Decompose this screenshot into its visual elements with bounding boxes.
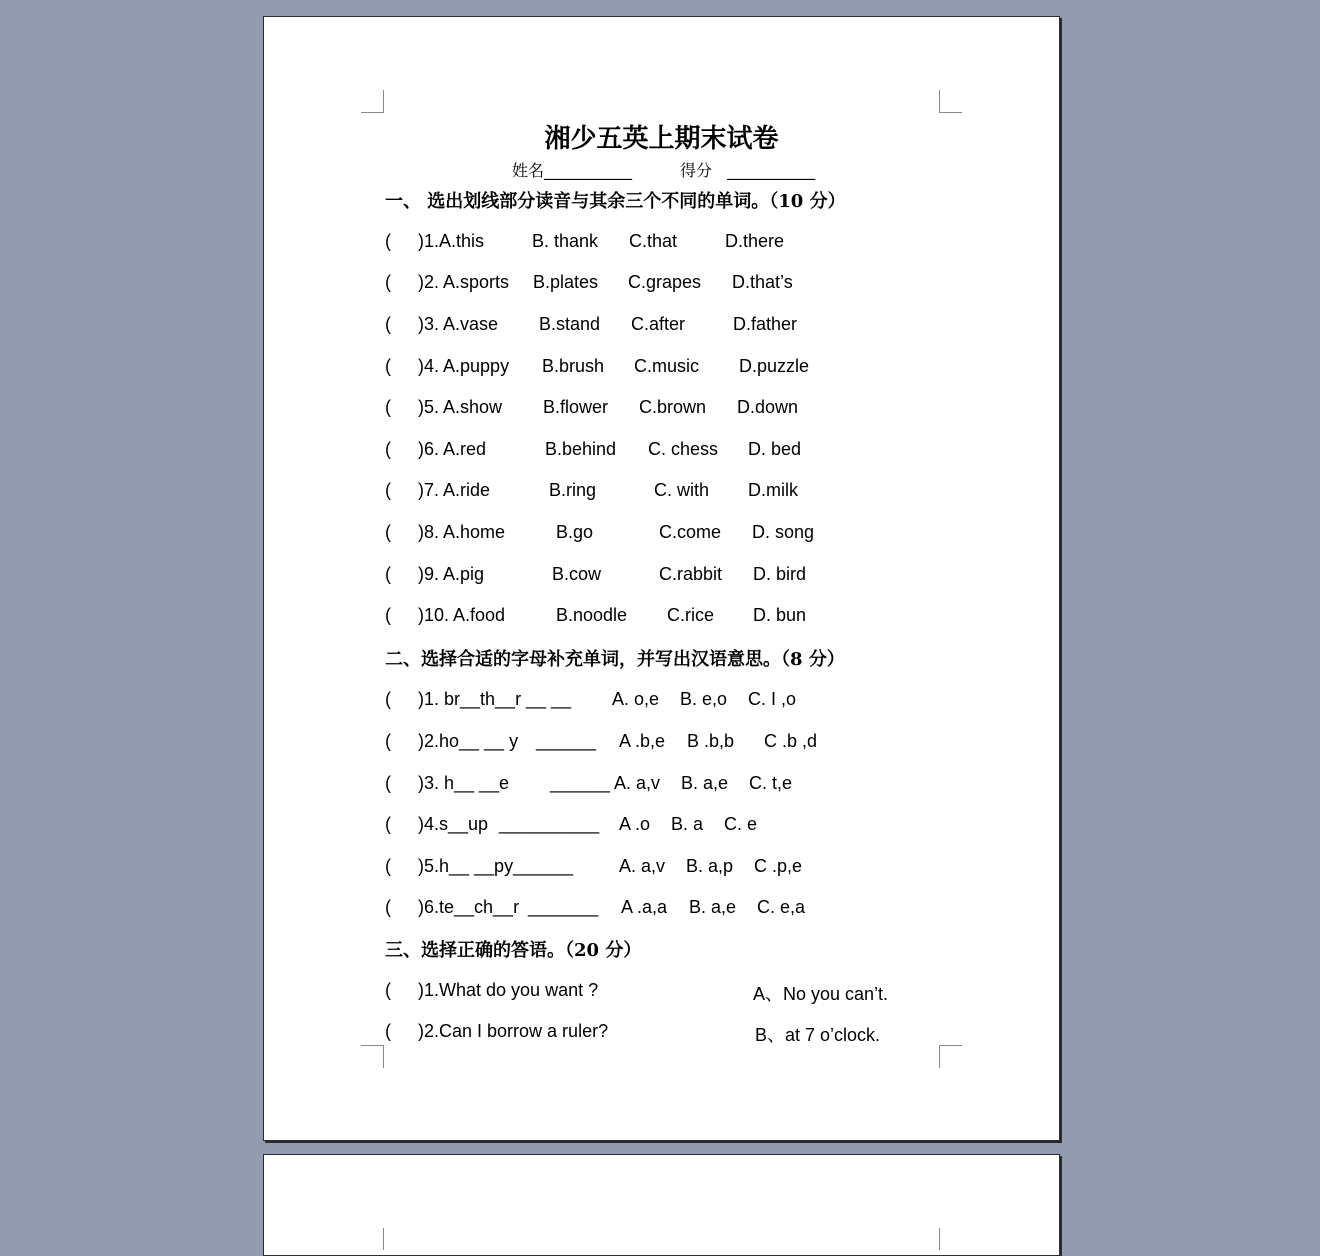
document-page-1 xyxy=(263,16,1060,1141)
question-row xyxy=(264,231,1059,255)
option-c: C.brown xyxy=(639,397,707,417)
answer-paren: ( xyxy=(385,314,391,334)
option-c: C.rice xyxy=(667,605,715,625)
answer-blank: __ __ xyxy=(526,689,572,709)
option-d: D. bird xyxy=(753,564,807,584)
margin-corner-top-right xyxy=(939,90,962,113)
option-d: D. song xyxy=(752,522,815,542)
score-blank: ___________ xyxy=(727,161,816,180)
question-text: )1.A.this xyxy=(418,231,485,251)
question-row xyxy=(264,814,1059,838)
option-b: B.ring xyxy=(549,480,597,500)
option-a: A. a,v xyxy=(614,773,661,793)
question-text: )4.s__up xyxy=(418,814,489,834)
question-row xyxy=(264,397,1059,421)
question-text: )7. A.ride xyxy=(418,480,491,500)
question-row xyxy=(264,856,1059,880)
margin-corner-top-right xyxy=(939,1228,962,1250)
question-text: )3. h__ __e xyxy=(418,773,510,793)
answer-blank: ______ xyxy=(536,731,597,751)
option-c: C.music xyxy=(634,356,700,376)
option-b: B.go xyxy=(556,522,594,542)
option-b: B .b,b xyxy=(687,731,735,751)
question-row xyxy=(264,564,1059,588)
option-d: D.father xyxy=(733,314,798,334)
answer-blank: _______ xyxy=(528,897,599,917)
question-text: )5.h__ __py______ xyxy=(418,856,574,876)
answer-blank: __________ xyxy=(499,814,600,834)
answer-paren: ( xyxy=(385,897,391,917)
question-text: )2.Can I borrow a ruler? xyxy=(418,1021,609,1041)
question-row xyxy=(264,980,1059,1004)
question-text: )2. A.sports xyxy=(418,272,510,292)
answer-option: A、No you can’t. xyxy=(753,984,889,1004)
section-2-heading: 二、选择合适的字母补充单词，并写出汉语意思。（8 分） xyxy=(385,649,845,670)
question-text: )6.te__ch__r xyxy=(418,897,520,917)
question-text: )8. A.home xyxy=(418,522,506,542)
option-b: B.flower xyxy=(543,397,609,417)
option-a: A .b,e xyxy=(619,731,666,751)
answer-paren: ( xyxy=(385,397,391,417)
option-b: B.plates xyxy=(533,272,599,292)
question-row xyxy=(264,1021,1059,1045)
score-label: 得分 xyxy=(680,161,713,180)
option-d: D.there xyxy=(725,231,785,251)
section-3-heading: 三、选择正确的答语。（20 分） xyxy=(385,940,642,961)
margin-corner-top-left xyxy=(361,1228,384,1250)
option-b: B.stand xyxy=(539,314,601,334)
option-b: B. a,p xyxy=(686,856,734,876)
document-page-2 xyxy=(263,1154,1060,1256)
answer-paren: ( xyxy=(385,439,391,459)
option-b: B.brush xyxy=(542,356,605,376)
option-b: B. a,e xyxy=(681,773,729,793)
question-row xyxy=(264,272,1059,296)
question-text: )9. A.pig xyxy=(418,564,485,584)
option-c: C .p,e xyxy=(754,856,803,876)
option-c: C. I ,o xyxy=(748,689,797,709)
option-c: C. chess xyxy=(648,439,719,459)
answer-blank: ______ xyxy=(550,773,611,793)
score-field xyxy=(680,158,815,181)
option-c: C.after xyxy=(631,314,686,334)
question-row xyxy=(264,480,1059,504)
question-text: )2.ho__ __ y xyxy=(418,731,519,751)
margin-corner-top-left xyxy=(361,90,384,113)
answer-paren: ( xyxy=(385,231,391,251)
answer-paren: ( xyxy=(385,272,391,292)
question-row xyxy=(264,356,1059,380)
question-row xyxy=(264,689,1059,713)
section-1-heading: 一、 选出划线部分读音与其余三个不同的单词。（10 分） xyxy=(385,191,846,212)
answer-paren: ( xyxy=(385,731,391,751)
option-b: B. a xyxy=(671,814,704,834)
question-row xyxy=(264,439,1059,463)
answer-paren: ( xyxy=(385,980,391,1000)
question-text: )4. A.puppy xyxy=(418,356,510,376)
answer-option: B、at 7 o’clock. xyxy=(755,1025,881,1045)
answer-paren: ( xyxy=(385,522,391,542)
name-label: 姓名 xyxy=(512,161,545,180)
question-text: )6. A.red xyxy=(418,439,487,459)
question-text: )5. A.show xyxy=(418,397,503,417)
option-b: B.noodle xyxy=(556,605,628,625)
answer-paren: ( xyxy=(385,773,391,793)
question-row xyxy=(264,731,1059,755)
option-b: B.cow xyxy=(552,564,602,584)
option-c: C. t,e xyxy=(749,773,793,793)
option-d: D. bun xyxy=(753,605,807,625)
question-text: )1.What do you want ? xyxy=(418,980,599,1000)
name-field xyxy=(512,158,632,181)
option-c: C .b ,d xyxy=(764,731,818,751)
question-text: )1. br__th__r xyxy=(418,689,522,709)
question-row xyxy=(264,522,1059,546)
question-text: )10. A.food xyxy=(418,605,506,625)
option-d: D.down xyxy=(737,397,799,417)
option-a: A. o,e xyxy=(612,689,660,709)
question-row xyxy=(264,314,1059,338)
option-c: C.that xyxy=(629,231,678,251)
answer-paren: ( xyxy=(385,814,391,834)
option-b: B. thank xyxy=(532,231,599,251)
option-b: B. e,o xyxy=(680,689,728,709)
option-d: D. bed xyxy=(748,439,802,459)
option-a: A .a,a xyxy=(621,897,668,917)
option-b: B. a,e xyxy=(689,897,737,917)
answer-paren: ( xyxy=(385,356,391,376)
option-d: D.puzzle xyxy=(739,356,810,376)
answer-paren: ( xyxy=(385,605,391,625)
answer-paren: ( xyxy=(385,856,391,876)
question-row xyxy=(264,773,1059,797)
question-text: )3. A.vase xyxy=(418,314,499,334)
option-c: C.rabbit xyxy=(659,564,723,584)
answer-paren: ( xyxy=(385,480,391,500)
answer-paren: ( xyxy=(385,564,391,584)
option-a: A. a,v xyxy=(619,856,666,876)
option-d: D.milk xyxy=(748,480,798,500)
option-a: A .o xyxy=(619,814,651,834)
answer-paren: ( xyxy=(385,689,391,709)
margin-corner-bottom-left xyxy=(361,1045,384,1068)
option-c: C.come xyxy=(659,522,722,542)
option-c: C.grapes xyxy=(628,272,702,292)
page-title: 湘少五英上期末试卷 xyxy=(544,124,779,154)
option-d: D.that’s xyxy=(732,272,793,292)
answer-paren: ( xyxy=(385,1021,391,1041)
option-c: C. with xyxy=(654,480,710,500)
option-b: B.behind xyxy=(545,439,617,459)
option-c: C. e xyxy=(724,814,758,834)
option-c: C. e,a xyxy=(757,897,806,917)
question-row xyxy=(264,897,1059,921)
name-blank: ___________ xyxy=(544,161,633,180)
margin-corner-bottom-right xyxy=(939,1045,962,1068)
question-row xyxy=(264,605,1059,629)
